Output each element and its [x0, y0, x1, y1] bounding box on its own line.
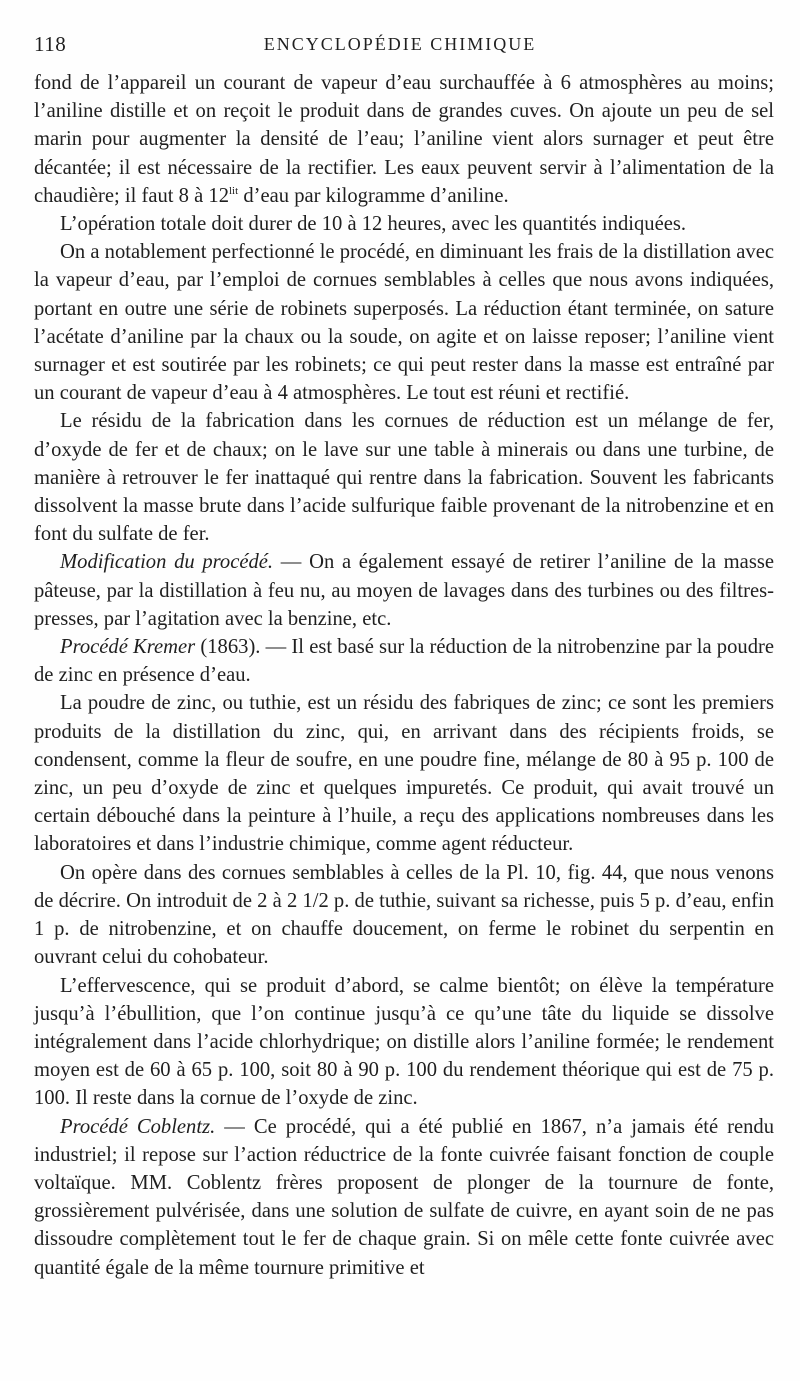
paragraph-text-continued: d’eau par kilogramme d’aniline. [238, 184, 509, 207]
paragraph [34, 238, 774, 407]
running-title: ENCYCLOPÉDIE CHIMIQUE [263, 34, 537, 54]
paragraph-text: fond de l’appareil un courant de vapeur d’eau surchauffée à 6 atmosphères au moins; l’aniline distille et on reçoit le produit dans de grandes cuves. On ajoute un peu de sel marin pour augmenter la densité de l’eau; l’aniline vient alors surnager et peut être décantée; il est nécessaire de la rectifier. Les eaux peuvent servir à l’alimentation de la chaudière; il faut 8 à 12 [34, 72, 774, 207]
section-label: Modification du procédé. [60, 551, 274, 574]
paragraph-text: On opère dans des cornues semblables à celles de la Pl. 10, fig. 44, que nous venons de décrire. On introduit de 2 à 2 1/2 p. de tuthie, suivant sa richesse, puis 5 p. d’eau, enfin 1 p. de nitrobenzine, et on chauffe doucement, on ferme le robinet du serpentin en ouvrant celui du cohobateur. [34, 861, 774, 969]
section-label: Procédé Coblentz. [60, 1115, 216, 1138]
paragraph [34, 69, 774, 210]
paragraph [34, 1113, 774, 1282]
paragraph [34, 859, 774, 972]
paragraph-text: — On a également essayé de retirer l’aniline de la masse pâteuse, par la distillation à feu nu, au moyen de lavages dans des turbines ou des filtres-presses, par l’agitation avec la benzine, etc. [34, 551, 774, 630]
paragraph [34, 689, 774, 858]
paragraph-text: Le résidu de la fabrication dans les cornues de réduction est un mélange de fer, d’oxyde de fer et de chaux; on le lave sur une table à minerais ou dans une turbine, de manière à retrouver le fer inattaqué qui rentre dans la fabrication. Souvent les fabricants dissolvent la masse brute dans l’acide sulfurique faible provenant de la nitrobenzine et en font du sulfate de fer. [34, 410, 774, 546]
page-header [34, 32, 766, 62]
superscript-unit: lit [229, 184, 239, 197]
section-label: Procédé Kremer [60, 636, 196, 659]
paragraph [34, 407, 774, 548]
body-text [34, 69, 774, 1282]
paragraph [34, 548, 774, 633]
page-number: 118 [34, 32, 67, 56]
paragraph-text: — Ce procédé, qui a été publié en 1867, n’a jamais été rendu industriel; il repose sur l’action réductrice de la fonte cuivrée faisant fonction de couple voltaïque. MM. Coblentz frères proposent de plonger de la tournure de fonte, grossièrement pulvérisée, dans une solution de sulfate de cuivre, en ayant soin de ne pas dissoudre complètement tout le fer de chaque grain. Si on mêle cette fonte cuivrée avec quantité égale de la même tournure primitive et [34, 1115, 774, 1279]
paragraph-text: La poudre de zinc, ou tuthie, est un résidu des fabriques de zinc; ce sont les premiers produits de la distillation du zinc, qui, en arrivant dans des récipients froids, se condensent, comme la fleur de soufre, en une poudre fine, mélange de 80 à 95 p. 100 de zinc, un peu d’oxyde de zinc et quelques impuretés. Ce produit, qui avait trouvé un certain débouché dans la peinture à l’huile, a reçu des applications nombreuses dans les laboratoires et dans l’industrie chimique, comme agent réducteur. [34, 692, 774, 856]
paragraph-text: On a notablement perfectionné le procédé, en diminuant les frais de la distillation avec la vapeur d’eau, par l’emploi de cornues semblables à celles que nous avons indiquées, portant en outre une série de robinets superposés. La réduction étant terminée, on sature l’acétate d’aniline par la chaux ou la soude, on agite et on laisse reposer; l’aniline vient surnager et est soutirée par les robinets; ce qui peut rester dans la masse est entraîné par un courant de vapeur d’eau à 4 atmosphères. Le tout est réuni et rectifié. [34, 241, 774, 405]
paragraph [34, 972, 774, 1113]
paragraph-text: L’effervescence, qui se produit d’abord, se calme bientôt; on élève la température jusqu’à l’ébullition, que l’on continue jusqu’à ce qu’une tâte du liquide se dissolve intégralement dans l’acide chlorhydrique; on distille alors l’aniline formée; le rendement moyen est de 60 à 65 p. 100, soit 80 à 90 p. 100 du rendement théorique qui est de 75 p. 100. Il reste dans la cornue de l’oxyde de zinc. [34, 974, 774, 1110]
paragraph [34, 210, 774, 238]
paragraph [34, 633, 774, 689]
paragraph-text: (1863). — Il est basé sur la réduction de la nitrobenzine par la poudre de zinc en présence d’eau. [34, 636, 774, 687]
paragraph-text: L’opération totale doit durer de 10 à 12 heures, avec les quantités indiquées. [60, 213, 687, 236]
